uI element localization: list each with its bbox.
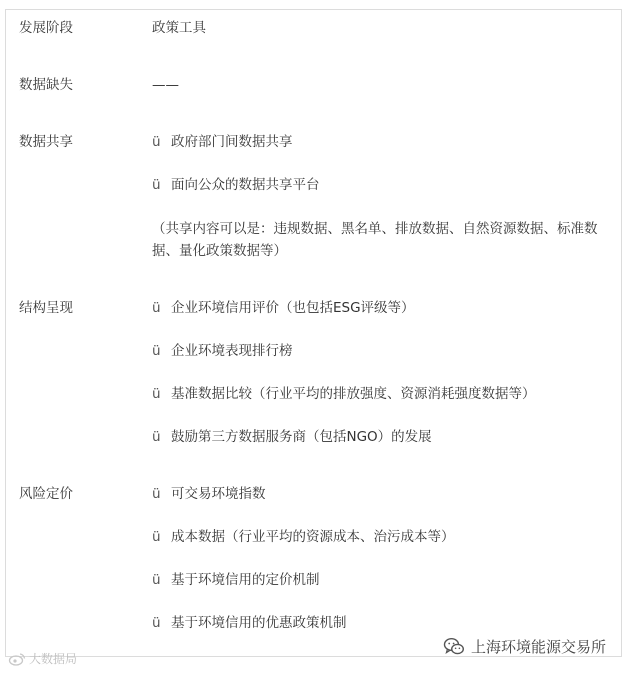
header-tool: 政策工具: [152, 20, 206, 36]
list-item: [152, 174, 320, 196]
header-stage: 发展阶段: [19, 20, 73, 36]
item-text: 面向公众的数据共享平台: [171, 177, 320, 193]
list-item: [152, 340, 293, 362]
wechat-icon: [443, 637, 465, 656]
weibo-icon: [8, 652, 26, 666]
sharing-note: （共享内容可以是：违规数据、黑名单、排放数据、自然资源数据、标准数据、量化政策数据等）: [152, 221, 598, 259]
item-text: 成本数据（行业平均的资源成本、治污成本等）: [171, 529, 455, 545]
item-text: 可交易环境指数: [171, 486, 266, 502]
check-bullet-icon: ü: [152, 615, 161, 631]
check-bullet-icon: ü: [152, 300, 161, 316]
item-text: 基于环境信用的优惠政策机制: [171, 615, 347, 631]
check-bullet-icon: ü: [152, 529, 161, 545]
check-bullet-icon: ü: [152, 134, 161, 150]
list-item: [152, 297, 415, 319]
stage-risk-pricing: 风险定价: [19, 486, 73, 502]
list-item: [152, 383, 536, 405]
stage-data-missing: 数据缺失: [19, 77, 73, 93]
policy-table: [5, 9, 622, 657]
list-item: [152, 426, 432, 448]
check-bullet-icon: ü: [152, 486, 161, 502]
item-text: 企业环境信用评价（也包括ESG评级等）: [171, 300, 415, 316]
check-bullet-icon: ü: [152, 429, 161, 445]
check-bullet-icon: ü: [152, 177, 161, 193]
item-text: 企业环境表现排行榜: [171, 343, 293, 359]
item-text: 鼓励第三方数据服务商（包括NGO）的发展: [171, 429, 432, 445]
item-text: 基于环境信用的定价机制: [171, 572, 320, 588]
stage-data-sharing: 数据共享: [19, 134, 73, 150]
item-text: 基准数据比较（行业平均的排放强度、资源消耗强度数据等）: [171, 386, 536, 402]
tool-data-missing: ——: [152, 77, 179, 93]
wechat-watermark-text: 上海环境能源交易所: [470, 638, 606, 656]
list-item: [152, 569, 320, 591]
wechat-watermark: [443, 636, 606, 657]
list-item: [152, 131, 293, 153]
stage-structured: 结构呈现: [19, 300, 73, 316]
list-item: [152, 526, 455, 548]
list-item: [152, 483, 266, 505]
list-item: [152, 612, 347, 634]
weibo-watermark: [8, 650, 77, 667]
check-bullet-icon: ü: [152, 343, 161, 359]
item-text: 政府部门间数据共享: [171, 134, 293, 150]
check-bullet-icon: ü: [152, 572, 161, 588]
weibo-watermark-text: 大数据局: [29, 652, 78, 666]
check-bullet-icon: ü: [152, 386, 161, 402]
